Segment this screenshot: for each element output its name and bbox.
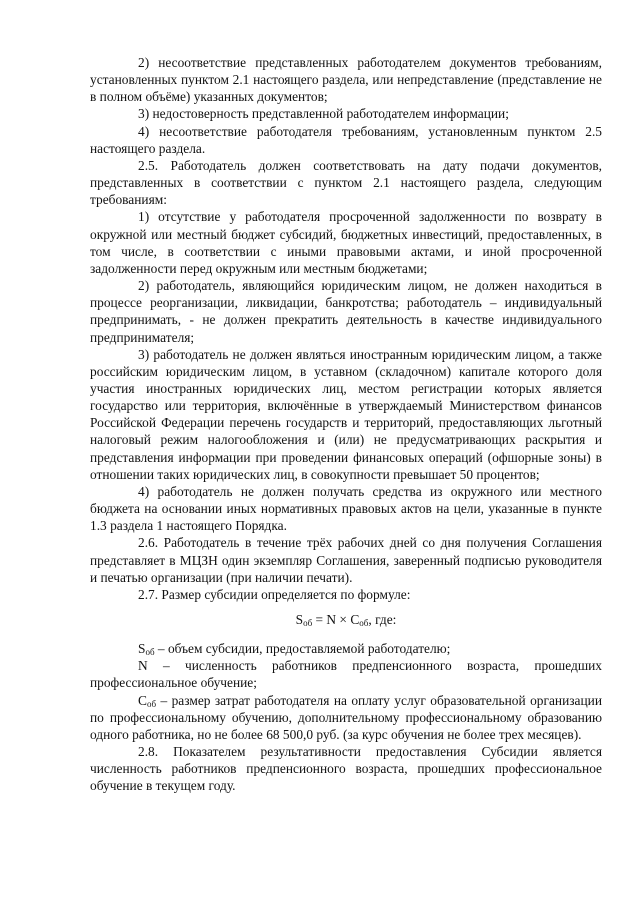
definition-n <box>90 657 602 691</box>
paragraph-2-5-item-3: 3) работодатель не должен являться иностранным юридическим лицом, а также российским юридическим лицом, в уставном (складочном) капитале которого доля участия иностранных юридических лиц, местом регистрации которых является государство или территория, включённые в утверждаемый Министерством финансов Российской Федерации перечень государств и территорий, предоставляющих льготный налоговый режим налогообложения и (или) не предусматривающих раскрытия и представления информации при проведении финансовых операций (офшорные зоны) в отношении таких юридических лиц, в совокупности превышает 50 процентов; <box>90 346 602 482</box>
paragraph-item-2: 2) несоответствие представленных работодателем документов требованиям, установленных пунктом 2.1 настоящего раздела, или непредставление (представление не в полном объёме) указанных документов; <box>90 55 602 105</box>
definition-symbol: N <box>138 658 148 674</box>
definition-subscript: об <box>145 647 155 658</box>
definition-subscript: об <box>146 698 157 709</box>
formula-c-subscript: об <box>359 618 369 628</box>
definition-text: – размер затрат работодателя на оплату услуг образовательной организации по профессиональному обучению, дополнительному профессиональному образованию одного работника, но не более 68 500,0 руб. (за курс обучения не более трех месяцев). <box>90 692 602 742</box>
paragraph-2-5-item-4: 4) работодатель не должен получать средства из окружного или местного бюджета на основании иных нормативных правовых актов на цели, указанные в пункте 1.3 раздела 1 настоящего Порядка. <box>90 483 602 534</box>
formula-s-subscript: об <box>303 618 313 628</box>
definition-text: – численность работников предпенсионного возраста, прошедших профессиональное обучение; <box>90 658 602 691</box>
formula-tail: , где: <box>368 612 397 627</box>
paragraph-2-6: 2.6. Работодатель в течение трёх рабочих дней со дня получения Соглашения представляет в МЦЗН один экземпляр Соглашения, заверенный подписью руководителя и печатью организации (при наличии печати). <box>90 535 602 585</box>
formula-s: S <box>295 612 304 627</box>
paragraph-item-4: 4) несоответствие работодателя требованиям, установленным пунктом 2.5 настоящего раздела. <box>90 123 602 156</box>
subsidy-formula <box>90 611 602 628</box>
formula-middle: = N × C <box>312 612 360 627</box>
paragraph-2-5: 2.5. Работодатель должен соответствовать на дату подачи документов, представленных в соответствии с пунктом 2.1 настоящего раздела, следующим требованиям: <box>90 157 602 208</box>
paragraph-item-3: 3) недостоверность представленной работодателем информации; <box>138 106 509 122</box>
definition-s <box>90 640 602 657</box>
paragraph-2-5-item-1: 1) отсутствие у работодателя просроченной задолженности по возврату в окружной или местный бюджет субсидий, бюджетных инвестиций, предоставленных, в том числе, в соответствии с иными правовыми актами, и иной просроченной задолженности перед окружным или местным бюджетами; <box>90 209 602 276</box>
definition-symbol: S <box>138 641 146 657</box>
definition-symbol: C <box>138 692 147 708</box>
paragraph-2-7: 2.7. Размер субсидии определяется по формуле: <box>138 586 411 602</box>
paragraph-2-5-item-2: 2) работодатель, являющийся юридическим лицом, не должен находиться в процессе реорганизации, ликвидации, банкротства; работодатель – индивидуальный предпринимать, - не должен прекратить деятельность в качестве индивидуального предпринимателя; <box>90 278 602 345</box>
definition-text: – объем субсидии, предоставляемой работодателю; <box>154 641 451 657</box>
definition-c <box>90 692 602 743</box>
paragraph-2-8: 2.8. Показателем результативности предоставления Субсидии является численность работников предпенсионного возраста, прошедших профессиональное обучение в текущем году. <box>90 744 602 794</box>
